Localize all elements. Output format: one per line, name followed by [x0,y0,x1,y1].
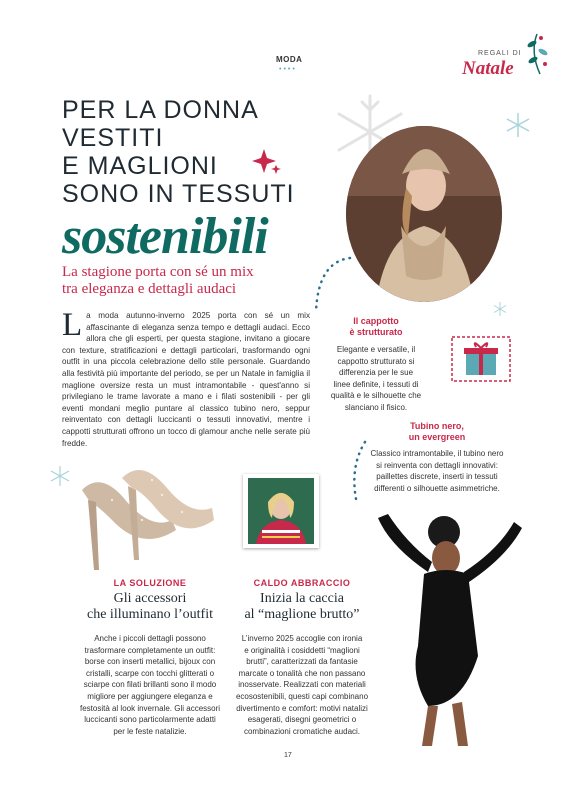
ugly-sweater-photo [248,478,314,544]
coat-caption-line: cappotto strutturato si [337,356,415,366]
coat-model-illustration [346,126,502,302]
page-number: 17 [284,752,292,759]
maglione-line: combinazioni cromatiche audaci. [243,726,361,736]
accessori-line: cristalli, scarpe con tocchi glitterati o [85,668,215,678]
maglione-column [212,578,392,737]
maglione-line: e originalità i cosiddetti “maglioni [244,645,360,655]
maglione-line: esagerati, disegni geometrici o [247,715,357,725]
section-dots: •••• [279,66,297,73]
ugly-sweater-photo-frame [243,474,319,548]
accessori-line: festosità al look invernale. Gli accessori [79,703,221,713]
regali-label: REGALI DI [478,50,522,57]
maglione-label: CALDO ABBRACCIO [253,578,351,588]
small-snowflake-icon [505,112,531,138]
article-text: a moda autunno-inverno 2025 porta con sé un mix affascinante di eleganza senza tempo e dettagli audaci. Ecco allora che gli esperti, per questa stagione, invitano a giocare con texture, stratificazioni e dettagli particolari, trasformando ogni outfit in una piccola celebrazione dello stile personale. Guardando alla festività più importante del periodo, se per un Natale in famiglia il maglione oversize resta un must intramontabile - quest'anno si privilegiano le trame lavorate a mano e i filati sostenibili - per gli eventi mondani meglio puntare al classico tubino nero, seppur reinventato con dettagli luccicanti o tessuti innovativi, mentre i cappotti strutturati offrono un tocco di glamour anche nelle serate più fredde. [62,311,310,448]
snowflake-left-icon [50,466,70,486]
article-body [62,307,310,449]
accessori-label: LA SOLUZIONE [113,578,187,588]
maglione-title-line: Inizia la caccia [260,591,344,606]
dress-caption-line: si reinventa con dettagli innovativi: [376,460,498,470]
accessori-title-line: Gli accessori [113,591,187,606]
headline [62,96,362,208]
dress-caption-title-1: Tubino nero, [410,421,464,431]
maglione-line: inosservate. Realizzati con materiali [238,680,366,690]
coat-caption-title-1: Il cappotto [353,316,399,326]
subtitle-line-1: La stagione porta con sé un mix [62,264,254,280]
maglione-line: ecosostenibili, questi capi combinano [235,691,369,701]
headline-line-4: SONO IN TESSUTI [62,180,295,208]
dress-caption-text [352,448,522,494]
coat-caption-line: differenzia per le sue [338,368,414,377]
accessori-title-line: che illuminano l’outfit [87,607,213,622]
maglione-line: brutti”, caratterizzati da fantasie [246,657,358,667]
headline-line-3: E MAGLIONI [62,152,218,180]
coat-caption-line: slanciano il fisico. [344,402,408,412]
accessori-line: luccicanti sono particolarmente adatti [84,715,216,725]
dress-caption-line: differenti o silhouette asimmetriche. [374,483,500,493]
accessori-line: Anche i piccoli dettagli possono [94,634,206,643]
accessori-line: migliore per aggiungere eleganza e [87,691,213,701]
accessori-line: per le feste natalizie. [113,726,187,736]
accessori-line: borse con inserti metallici, bijoux con [84,657,216,667]
subtitle-line-2: tra eleganza e dettagli audaci [62,281,237,297]
coat-caption-title-2: è strutturato [349,327,403,337]
section-label: MODA [276,55,303,64]
accessori-line: trasformare completamente un outfit: [84,645,216,655]
coat-caption [326,316,426,413]
subtitle [62,264,322,298]
maglione-title-line: al “maglione brutto” [244,607,360,622]
maglione-line: divertimento e comfort: motivi natalizi [236,703,368,713]
coat-caption-line: linee definite, i tessuti di [333,379,419,389]
drop-cap: L [62,307,83,343]
maglione-title [212,591,392,623]
holly-branch-icon [522,30,552,78]
dress-caption-line: paillettes discrete, inserti in tessuti [376,472,498,481]
coat-caption-line: Elegante e versatile, il [336,345,416,354]
headline-line-1: PER LA DONNA [62,96,259,124]
headline-line-2: VESTITI [62,124,164,152]
maglione-line: marcate o tonalità che non passano [238,668,366,678]
natale-logo: Natale [462,58,514,79]
coat-model-photo [346,126,502,302]
gift-stamp-icon [450,335,512,383]
accessori-line: sciarpe con filati brillanti sono il modo [83,680,217,690]
maglione-line: L’inverno 2025 accoglie con ironia [241,634,363,643]
maglione-text [212,633,392,737]
dress-caption-line: Classico intramontabile, il tubino nero [370,449,504,458]
dress-caption [352,421,522,494]
small-snowflake-icon-2 [493,302,507,316]
headline-emphasis: sostenibili [62,208,268,265]
glitter-shoes-photo [72,450,222,575]
coat-caption-text [326,344,426,413]
coat-caption-line: qualità e le silhouette che [330,391,422,400]
dress-caption-title-2: un evergreen [408,432,466,442]
